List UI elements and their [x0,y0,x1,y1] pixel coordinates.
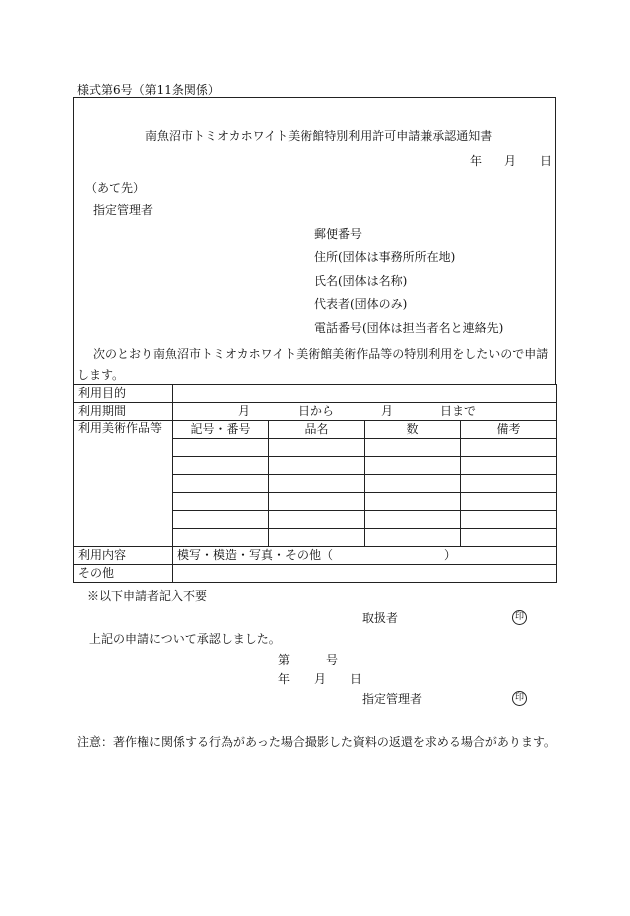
col-code: 記号・番号 [173,421,269,439]
other-label: その他 [74,565,173,583]
works-label: 利用美術作品等 [74,421,173,547]
addressee: （あて先） [85,181,146,195]
handler-label: 取扱者 [362,611,399,625]
cell[interactable] [365,475,461,493]
approval-manager: 指定管理者 [362,692,423,706]
approval-date-day: 日 [350,672,363,686]
purpose-row [74,385,557,403]
col-item-name: 品名 [269,421,365,439]
cell[interactable] [269,439,365,457]
date-day: 日 [540,154,553,168]
cell[interactable] [173,475,269,493]
cell[interactable] [173,439,269,457]
cell[interactable] [173,457,269,475]
purpose-label: 利用目的 [74,385,173,403]
purpose-field[interactable] [173,385,557,403]
cell[interactable] [365,529,461,547]
cell[interactable] [173,511,269,529]
date-month: 月 [504,154,517,168]
cell[interactable] [461,493,557,511]
cell[interactable] [365,493,461,511]
address-label: 住所(団体は事務所所在地) [314,250,456,264]
period-until: 日まで [440,404,477,418]
approval-number-go: 号 [326,653,339,667]
approval-date-year: 年 [278,672,291,686]
representative-label: 代表者(団体のみ) [314,297,408,311]
cell[interactable] [269,457,365,475]
cell[interactable] [461,439,557,457]
date-year: 年 [470,154,483,168]
other-row [74,565,557,583]
manager-title: 指定管理者 [93,203,154,217]
request-text-line1: 次のとおり南魚沼市トミオカホワイト美術館美術作品等の特別利用をしたいので申請 [93,347,549,361]
period-from: 日から [298,404,335,418]
period-row [74,403,557,421]
period-label: 利用期間 [74,403,173,421]
content-options: 模写・模造・写真・その他（ [177,548,334,562]
col-remarks: 備考 [461,421,557,439]
name-label: 氏名(団体は名称) [314,274,408,288]
usage-table [73,384,557,583]
form-title: 南魚沼市トミオカホワイト美術館特別利用許可申請兼承認通知書 [145,129,493,143]
form-number: 様式第6号（第11条関係） [77,83,220,97]
cell[interactable] [269,475,365,493]
caution-note: 注意：著作権に関係する行為があった場合撮影した資料の返還を求める場合があります。 [77,735,556,749]
content-close-paren: ） [444,548,457,562]
cell[interactable] [365,511,461,529]
period-month-end: 月 [381,404,394,418]
cell[interactable] [269,493,365,511]
cell[interactable] [461,475,557,493]
works-header-row [74,421,557,439]
cell[interactable] [461,457,557,475]
cell[interactable] [173,529,269,547]
phone-label: 電話番号(団体は担当者名と連絡先) [314,321,504,335]
content-row [74,547,557,565]
content-label: 利用内容 [74,547,173,565]
cell[interactable] [365,439,461,457]
cell[interactable] [269,511,365,529]
request-text-line2: します。 [77,368,125,382]
content-field[interactable] [173,547,557,565]
postal-code-label: 郵便番号 [314,227,363,241]
seal-mark: 印 [512,610,527,625]
cell[interactable] [461,529,557,547]
cell[interactable] [269,529,365,547]
other-field[interactable] [173,565,557,583]
approval-date-month: 月 [314,672,327,686]
cell[interactable] [173,493,269,511]
seal-mark: 印 [512,691,527,706]
period-month-start: 月 [238,404,251,418]
period-field[interactable] [173,403,557,421]
office-use-note: ※以下申請者記入不要 [87,589,208,603]
col-quantity: 数 [365,421,461,439]
approval-text: 上記の申請について承認しました。 [89,632,281,646]
cell[interactable] [461,511,557,529]
cell[interactable] [365,457,461,475]
approval-number-dai: 第 [278,653,291,667]
